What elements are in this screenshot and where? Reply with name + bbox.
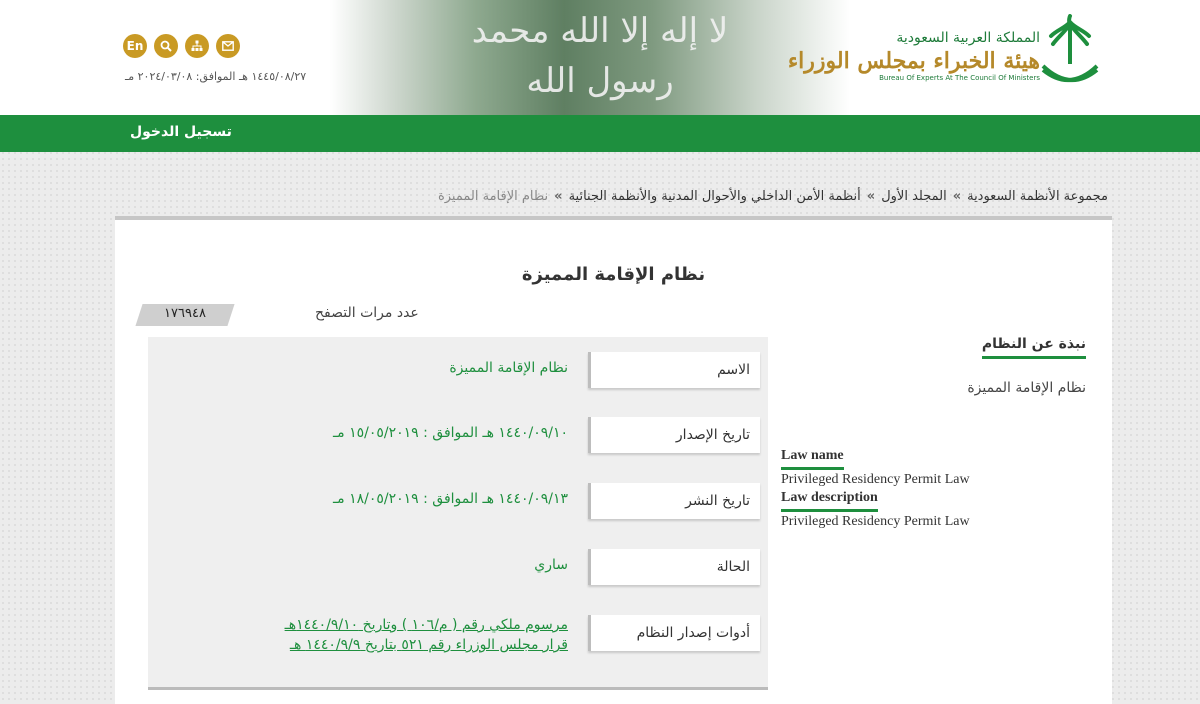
views-count: ١٧٦٩٤٨ <box>164 306 206 321</box>
search-icon[interactable] <box>154 34 178 58</box>
detail-value: ١٤٤٠/٠٩/١٠ هـ الموافق : ١٥/٠٥/٢٠١٩ مـ <box>333 425 568 441</box>
breadcrumb-item[interactable]: مجموعة الأنظمة السعودية <box>967 189 1108 204</box>
law-description-label: Law description <box>781 490 878 512</box>
flag-script: لا إله إلا الله محمد رسول الله <box>471 11 729 101</box>
detail-value: ساري <box>534 557 568 573</box>
detail-label: الاسم <box>588 352 760 388</box>
law-name-value: Privileged Residency Permit Law <box>781 472 970 487</box>
law-description-value: Privileged Residency Permit Law <box>781 514 970 529</box>
breadcrumb <box>438 189 1108 204</box>
language-button[interactable]: En <box>123 34 147 58</box>
page-title: نظام الإقامة المميزة <box>521 264 706 285</box>
views-label: عدد مرات التصفح <box>315 305 419 321</box>
detail-label: أدوات إصدار النظام <box>588 615 760 651</box>
detail-row-name <box>148 350 768 394</box>
detail-label: تاريخ الإصدار <box>588 417 760 453</box>
detail-value: نظام الإقامة المميزة <box>449 360 568 376</box>
login-link[interactable]: تسجيل الدخول <box>130 124 232 140</box>
org-name <box>780 30 1040 82</box>
about-title: نبذة عن النظام <box>982 336 1086 359</box>
detail-row-publish-date <box>148 481 768 525</box>
detail-row-issuing-instruments <box>148 613 768 673</box>
site-header <box>0 0 1200 115</box>
sitemap-icon[interactable] <box>185 34 209 58</box>
cabinet-decision-link[interactable]: قرار مجلس الوزراء رقم ٥٢١ بتاريخ ١٤٤٠/٩/٩ هـ <box>289 637 568 653</box>
org-name-line1: المملكة العربية السعودية <box>896 30 1040 46</box>
palm-swords-emblem-icon[interactable] <box>1035 14 1105 99</box>
breadcrumb-item[interactable]: أنظمة الأمن الداخلي والأحوال المدنية والأنظمة الجنائية <box>568 189 861 204</box>
detail-label: الحالة <box>588 549 760 585</box>
breadcrumb-separator: » <box>554 189 563 204</box>
detail-row-issue-date <box>148 415 768 459</box>
detail-value: ١٤٤٠/٠٩/١٣ هـ الموافق : ١٨/٠٥/٢٠١٩ مـ <box>333 491 568 507</box>
header-date: ١٤٤٥/٠٨/٢٧ هـ الموافق: ٢٠٢٤/٠٣/٠٨ مـ <box>125 70 307 83</box>
flag-banner <box>330 0 850 115</box>
detail-label: تاريخ النشر <box>588 483 760 519</box>
main-navbar <box>0 115 1200 152</box>
details-panel <box>148 337 768 687</box>
mail-icon[interactable] <box>216 34 240 58</box>
issuing-instruments-links <box>148 615 568 655</box>
org-name-english: Bureau Of Experts At The Council Of Ministers <box>879 74 1040 82</box>
header-icons <box>123 34 240 58</box>
breadcrumb-separator: » <box>952 189 962 204</box>
org-name-line2: هيئة الخبراء بمجلس الوزراء <box>787 48 1040 74</box>
breadcrumb-item[interactable]: المجلد الأول <box>881 189 947 204</box>
english-info <box>781 446 1081 530</box>
law-name-label: Law name <box>781 448 844 470</box>
law-card <box>115 216 1112 704</box>
breadcrumb-current: نظام الإقامة المميزة <box>437 189 549 204</box>
about-text: نظام الإقامة المميزة <box>967 380 1086 396</box>
royal-decree-link[interactable]: مرسوم ملكي رقم ( م/١٠٦ ) وتاريخ ١٤٤٠/٩/١٠هـ <box>284 617 568 633</box>
detail-row-status <box>148 547 768 591</box>
breadcrumb-separator: » <box>866 189 876 204</box>
